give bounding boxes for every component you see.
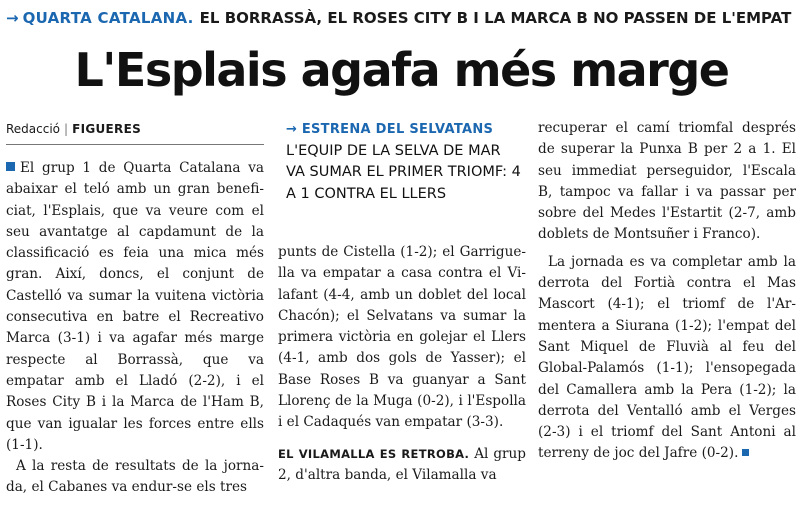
- sidebar-body: L'EQUIP DE LA SELVA DE MAR VA SUMAR EL PRIMER TRIOMF: 4 A 1 CONTRA EL LLERS: [286, 142, 521, 202]
- paragraph-4-text: Al grup 2, d'altra banda, el Vilamalla va: [278, 445, 526, 483]
- arrow-icon: →: [286, 122, 298, 137]
- paragraph-2: A la resta de resultats de la jornada, el Cabanes va endur-se els tres: [6, 458, 264, 496]
- byline: [6, 120, 264, 145]
- article-column-1: [6, 158, 264, 499]
- paragraph-1-text: El grup 1 de Quarta Catalana va abaixar el teló amb un gran beneficiat, l'Esplais, que va veure com el seu avantatge al capdamunt de la classificació es feia una mica més gran. Així, doncs, el conjunt de Castelló va sumar la vuitena victòria consecutiva en batre el Recreativo Marca (3-1) i va agafar més marge respecte al Borrassà, que va empatar amb el Lladó (2-2), i el Roses City B i la Marca de l'Ham B, que van igualar les forces entre ells (1-1).: [6, 160, 264, 453]
- article-column-2: [278, 242, 526, 486]
- article-column-3: [538, 118, 796, 465]
- paragraph-6: [538, 252, 796, 465]
- runin-heading: EL VILAMALLA ES RETROBA.: [278, 446, 470, 461]
- paragraph-3: punts de Cistella (1-2); el Garriguella va empatar a casa contra el Vilafant (4-4, amb un doblet del local Chacón); el Selvatans va sumar la primera victòria en golejar el Llers (4-1, amb dos gols de Yasser); el Base Roses B va guanyar a Sant Llorenç de la Muga (0-2), i l'Espolla i el Cadaqués van empatar (3-3).: [278, 244, 526, 431]
- arrow-icon: →: [6, 9, 19, 27]
- section-subtitle: EL BORRASSÀ, EL ROSES CITY B I LA MARCA B NO PASSEN DE L'EMPAT: [199, 9, 792, 27]
- byline-place: FIGUERES: [72, 122, 142, 136]
- article-headline: L'Esplais agafa més marge: [74, 43, 729, 97]
- section-kicker: [6, 6, 801, 30]
- lead-square-icon: [6, 162, 15, 171]
- end-square-icon: [742, 449, 749, 456]
- sidebar-kicker-text: ESTRENA DEL SELVATANS: [301, 122, 494, 137]
- byline-author: Redacció: [6, 122, 61, 136]
- paragraph-6-text: La jornada es va completar amb la derrota del Fortià contra el Mas Mascort (4-1); el triomf de l'Armentera a Siurana (1-2); l'empat del Sant Miquel de Fluvià al feu del Global-Palamós (1-1); l'ensopegada del Camallera amb la Pera (1-2); la derrota del Ventalló amb el Verges (2-3) i el triomf del Sant Antoni al terreny de joc del Jafre (0-2).: [538, 253, 796, 462]
- section-category: QUARTA CATALANA.: [22, 9, 194, 27]
- paragraph-5: recuperar el camí triomfal després de superar la Punxa B per 2 a 1. El seu immediat perseguidor, l'Escala B, tampoc va fallar i va passar per sobre del Medes l'Estartit (2-7, amb doblets de Montsuñer i Franco).: [538, 120, 796, 243]
- paragraph-1: [6, 158, 264, 456]
- byline-separator: |: [64, 122, 69, 136]
- sidebar-kicker: [286, 119, 522, 141]
- sidebar-box: [286, 119, 522, 205]
- paragraph-4: [278, 444, 526, 487]
